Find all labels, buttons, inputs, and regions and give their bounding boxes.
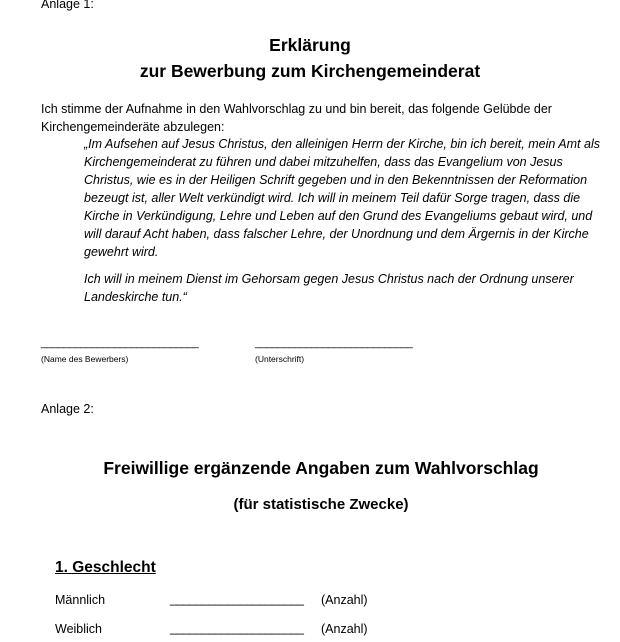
- row-label-male: Männlich: [55, 593, 106, 607]
- declaration-title: Erklärung: [269, 35, 351, 55]
- row-line-female[interactable]: _____________________: [170, 621, 304, 635]
- declaration-subtitle: zur Bewerbung zum Kirchengemeinderat: [139, 61, 481, 81]
- row-line-male[interactable]: _____________________: [170, 592, 304, 606]
- row-unit-female: (Anzahl): [321, 622, 368, 636]
- name-label: (Name des Bewerbers): [41, 354, 129, 364]
- name-signature-line: ____________________________: [41, 337, 199, 349]
- oath-paragraph-1: „Im Aufsehen auf Jesus Christus, den alleinigen Herrn der Kirche, bin ich bereit, mein Amt als Kirchengemeinderat zu führen und dabei mitzuhelfen, dass das Evangelium von Jesus Christus, wie es in der Heiligen Schrift gegeben und in den Bekenntnissen der Reformation bezeugt ist, aller Welt verkündigt wird. Ich will in meinem Teil dafür Sorge tragen, dass die Kirche in Verkündigung, Lehre und Leben auf den Grund des Evangeliums gebaut wird, und will darauf Acht haben, dass falscher Lehre, der Unordnung und dem Ärgernis in der Kirche gewehrt wird.: [84, 137, 600, 259]
- row-unit-male: (Anzahl): [321, 593, 368, 607]
- oath-paragraph-2: Ich will in meinem Dienst im Gehorsam gegen Jesus Christus nach der Ordnung unserer Landeskirche tun.“: [84, 272, 574, 304]
- signature-label: (Unterschrift): [255, 354, 305, 364]
- section-gender-heading: 1. Geschlecht: [55, 559, 156, 576]
- anlage-2-label: Anlage 2:: [41, 402, 94, 416]
- intro-text: Ich stimme der Aufnahme in den Wahlvorschlag zu und bin bereit, das folgende Gelübde der Kirchengemeinderäte abzulegen:: [41, 102, 552, 134]
- row-label-female: Weiblich: [55, 622, 103, 636]
- anlage-1-label: Anlage 1:: [41, 0, 94, 11]
- statistics-subtitle: (für statistische Zwecke): [233, 496, 409, 513]
- statistics-title: Freiwillige ergänzende Angaben zum Wahlvorschlag: [103, 458, 539, 478]
- signature-line: ____________________________: [255, 337, 413, 349]
